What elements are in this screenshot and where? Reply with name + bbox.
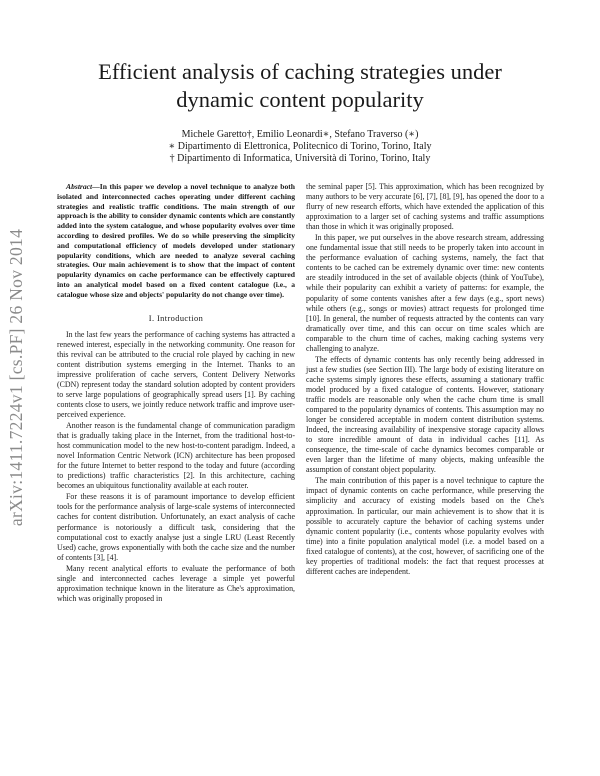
body-paragraph: The effects of dynamic contents has only recently being addressed in just a few studies (see Section III). The large body of existing literature on cache systems simply ignores these effects, assuming a stationary traffic model produced by a fixed catalogue of contents. However, stationary traffic models are reasonable only when the cache churn time is small compared to the popularity dynamics of contents. This assumption may no longer be considered acceptable in modern content distribution systems. Indeed, the increasing availability of inexpensive storage capacity allows to store incredible amount of data in individual caches [11]. As consequence, the time-scale of cache dynamics becomes comparable or even larger than the lifetime of many objects, making unfeasible the assumption of constant object popularity. — [306, 354, 544, 475]
section-heading-introduction: I. Introduction — [148, 313, 204, 323]
body-paragraph: In this paper, we put ourselves in the above research stream, addressing one fundamental issue that still needs to be properly taken into account in the performance evaluation of caching systems, namely, the fact that contents to be cached can be extremely dynamic over time: new contents are steadily introduced in the set of available objects (think of YouTube), while their popularity can exhibit a variety of patterns: for example, the popularity of some contents vanishes after a few days (e.g., sport news) while others (e.g., songs or movies) attract requests for prolonged time [10]. In general, the number of requests attracted by the contents can vary dramatically over time, and this can occur on time scales which are comparable to the churn time of caches, making caching systems very challenging to analyze. — [306, 233, 544, 353]
affiliation-1: ∗ Dipartimento di Elettronica, Politecnico di Torino, Torino, Italy — [168, 141, 432, 152]
intro-paragraph: Another reason is the fundamental change of communication paradigm that is gradually taking place in the Internet, from the traditional host-to-host communication model to the new host-to-content paradigm. Indeed, a novel Information Centric Network (ICN) architecture has been proposed for the future Internet to better respond to the today and future (according to predictions) traffic characteristics [2]. In this architecture, caching becomes an ubiquitous functionality available at each router. — [57, 421, 295, 491]
body-paragraph: The main contribution of this paper is a novel technique to capture the impact of dynamic contents on cache performance, while preserving the simplicity and accuracy of existing models based on the Che's approximation. In particular, our main achievement is to show that it is possible to accurately capture the behavior of caching systems under dynamic content popularity (i.e., contents whose popularity evolves with time) into a finite population analytical model (i.e. a model based on a fixed catalogue of contents), at the cost, however, of sacrificing one of the key properties of traditional models: the fact that request processes at different caches are independent. — [306, 476, 544, 576]
title-line-1: Efficient analysis of caching strategies under — [98, 59, 502, 84]
left-column — [57, 182, 295, 604]
intro-paragraph: For these reasons it is of paramount importance to develop efficient tools for the performance analysis of large-scale systems of interconnected caches for content distribution. Unfortunately, an exact analysis of cache performance is notoriously a difficult task, considering that the computational cost to exactly analyse just a single LRU (Least Recently Used) cache, grows exponentially with both the cache size and the number of contents [3], [4]. — [57, 492, 295, 562]
arxiv-id: arXiv:1411.7224v1 [cs.PF] 26 Nov 2014 — [6, 228, 27, 526]
abstract — [57, 182, 295, 300]
abstract-label: Abstract — [66, 182, 93, 191]
intro-paragraph: Many recent analytical efforts to evaluate the performance of both single and interconnected caches leverage a simple yet powerful approximation technique known in the literature as Che's approximation, which was originally proposed in — [57, 563, 295, 603]
arxiv-identifier-sidebar — [6, 192, 28, 562]
continued-paragraph: the seminal paper [5]. This approximation, which has been recognized by many authors to be very accurate [6], [7], [8], [9], has opened the door to a flurry of new research efforts, which have extended the application of this approximation to a larger set of caching systems and traffic assumptions than those in which it was originally proposed. — [306, 182, 544, 232]
title-line-2: dynamic content popularity — [176, 87, 424, 112]
abstract-text: —In this paper we develop a novel technique to analyze both isolated and interconnected caches operating under different caching strategies and realistic traffic conditions. The main strength of our approach is the ability to consider dynamic contents which are constantly added into the system catalogue, and whose popularity evolves over time according to desired profiles. We do so while preserving the simplicity and computational efficiency of models developed under stationary popularity conditions, which are needed to analyze several caching strategies. Our main achievement is to show that the impact of content popularity dynamics on cache performance can be effectively captured into an analytical model based on a fixed content catalogue (i.e., a catalogue whose size and objects' popularity do not change over time). — [57, 182, 295, 299]
intro-paragraph: In the last few years the performance of caching systems has attracted a renewed interest, especially in the networking community. One reason for this revival can be attributed to the crucial role played by caching in new content distribution systems emerging in the Internet. Thanks to an impressive proliferation of cache servers, Content Delivery Networks (CDN) represent today the standard solution adopted by content providers to serve large populations of geographically spread users [1]. By caching contents close to users, we jointly reduce network traffic and improve user-perceived experience. — [57, 329, 295, 419]
author-list: Michele Garetto†, Emilio Leonardi∗, Stefano Traverso (∗) — [181, 129, 419, 140]
affiliation-2: † Dipartimento di Informatica, Università di Torino, Torino, Italy — [169, 153, 431, 164]
right-column — [306, 182, 544, 577]
paper-title — [40, 58, 560, 114]
